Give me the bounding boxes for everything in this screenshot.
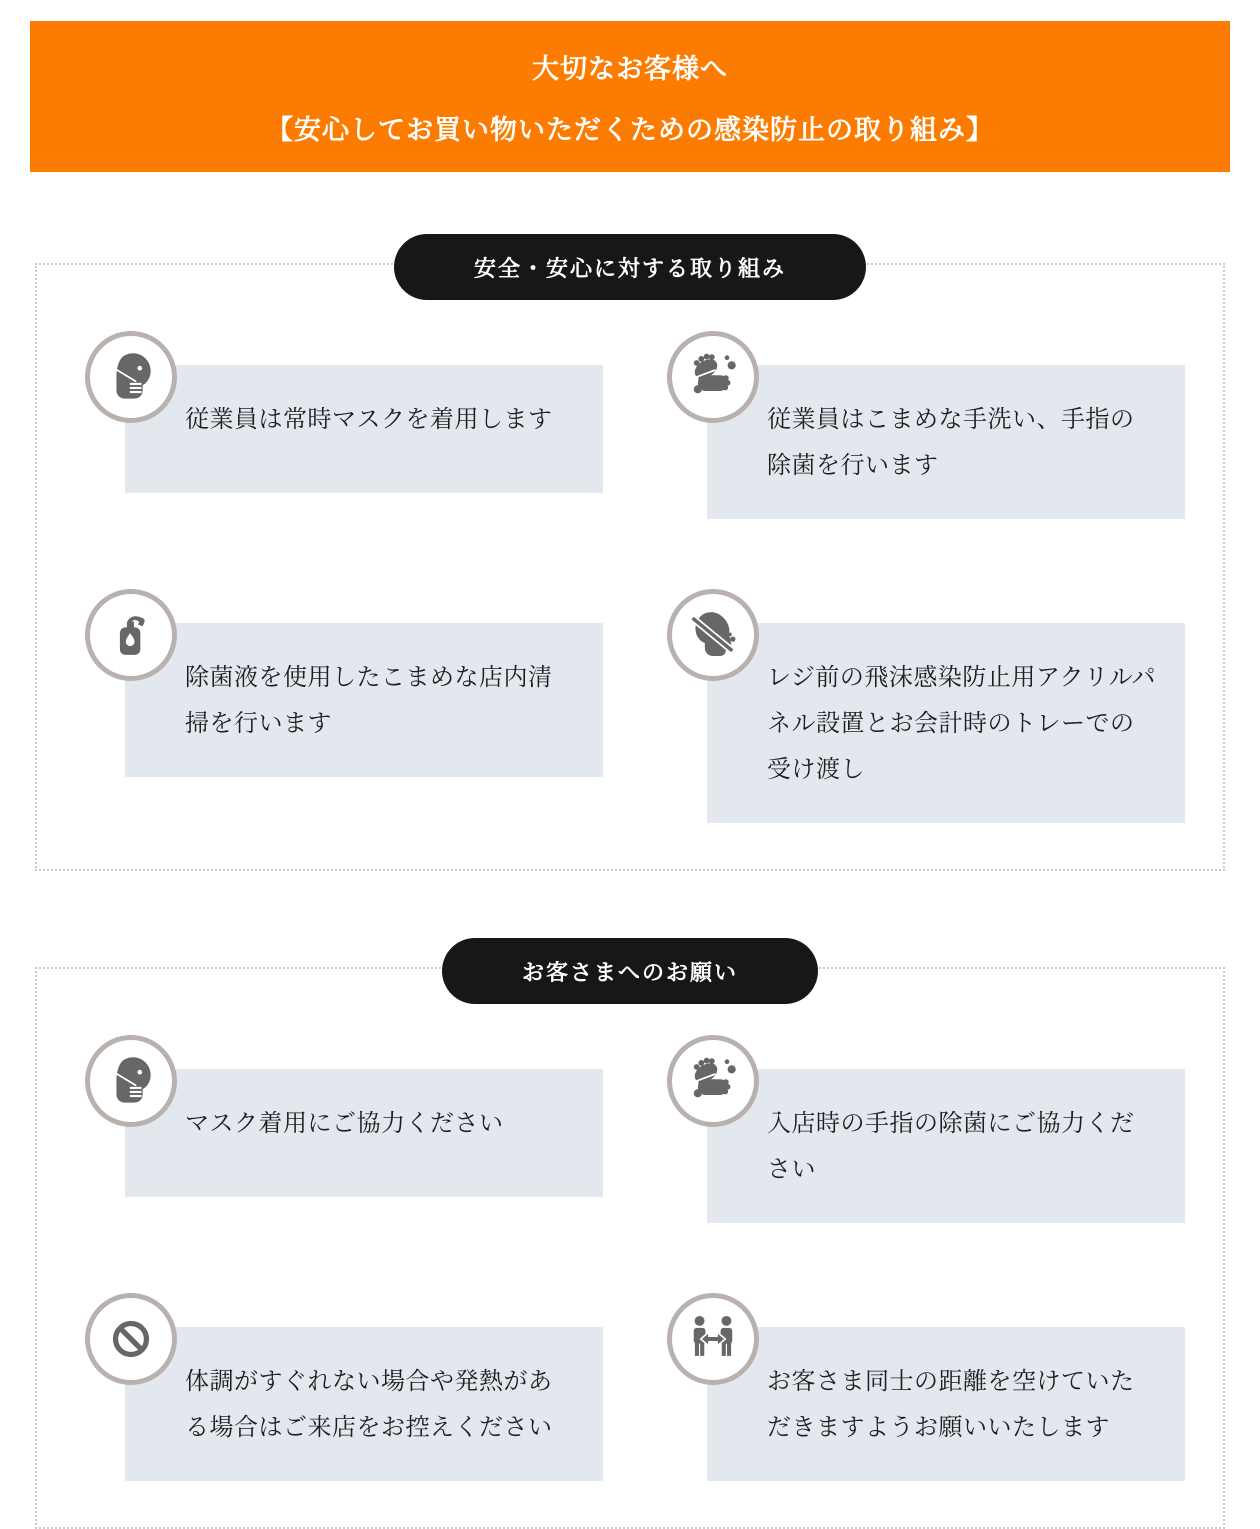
item-text-box [125,1069,603,1197]
section-title-safety: 安全・安心に対する取り組み [394,234,866,300]
item-text: 除菌液を使用したこまめな店内清掃を行います [185,664,553,737]
item-text: 従業員は常時マスクを着用します [185,406,553,433]
item-text-box [707,1069,1185,1223]
item-entry-sanitize [667,1035,1185,1223]
no-entry-icon [85,1293,177,1385]
droplet-block-icon [667,589,759,681]
sanitizer-bottle-icon [85,589,177,681]
safety-items-grid [85,331,1185,823]
item-text-box [125,1327,603,1481]
item-text: 体調がすぐれない場合や発熱がある場合はご来店をお控えください [185,1368,553,1441]
item-text-box [125,623,603,777]
mask-face-icon [85,331,177,423]
hand-washing-icon [667,331,759,423]
social-distance-icon [667,1293,759,1385]
section-safety-measures [35,255,1225,871]
item-text-box [707,1327,1185,1481]
mask-face-icon [85,1035,177,1127]
section-customer-requests [35,959,1225,1529]
item-social-distance [667,1293,1185,1481]
item-text: レジ前の飛沫感染防止用アクリルパネル設置とお会計時のトレーでの受け渡し [767,664,1156,783]
item-text: 入店時の手指の除菌にご協力ください [767,1110,1135,1183]
item-text-box [707,623,1185,823]
item-text-box [125,365,603,493]
hand-washing-icon [667,1035,759,1127]
notice-banner [30,21,1230,172]
item-refrain-visit [85,1293,603,1481]
item-staff-handwash [667,331,1185,519]
request-items-grid [85,1035,1185,1481]
item-customer-mask [85,1035,603,1223]
item-text: お客さま同士の距離を空けていただきますようお願いいたします [767,1368,1135,1441]
item-text: マスク着用にご協力ください [185,1110,504,1137]
item-store-cleaning [85,589,603,823]
item-staff-mask [85,331,603,519]
section-title-requests: お客さまへのお願い [442,938,818,1004]
item-text: 従業員はこまめな手洗い、手指の除菌を行います [767,406,1135,479]
banner-title-line1: 大切なお客様へ [532,53,728,84]
item-acrylic-panel [667,589,1185,823]
item-text-box [707,365,1185,519]
banner-title-line2: 【安心してお買い物いただくための感染防止の取り組み】 [266,114,994,145]
